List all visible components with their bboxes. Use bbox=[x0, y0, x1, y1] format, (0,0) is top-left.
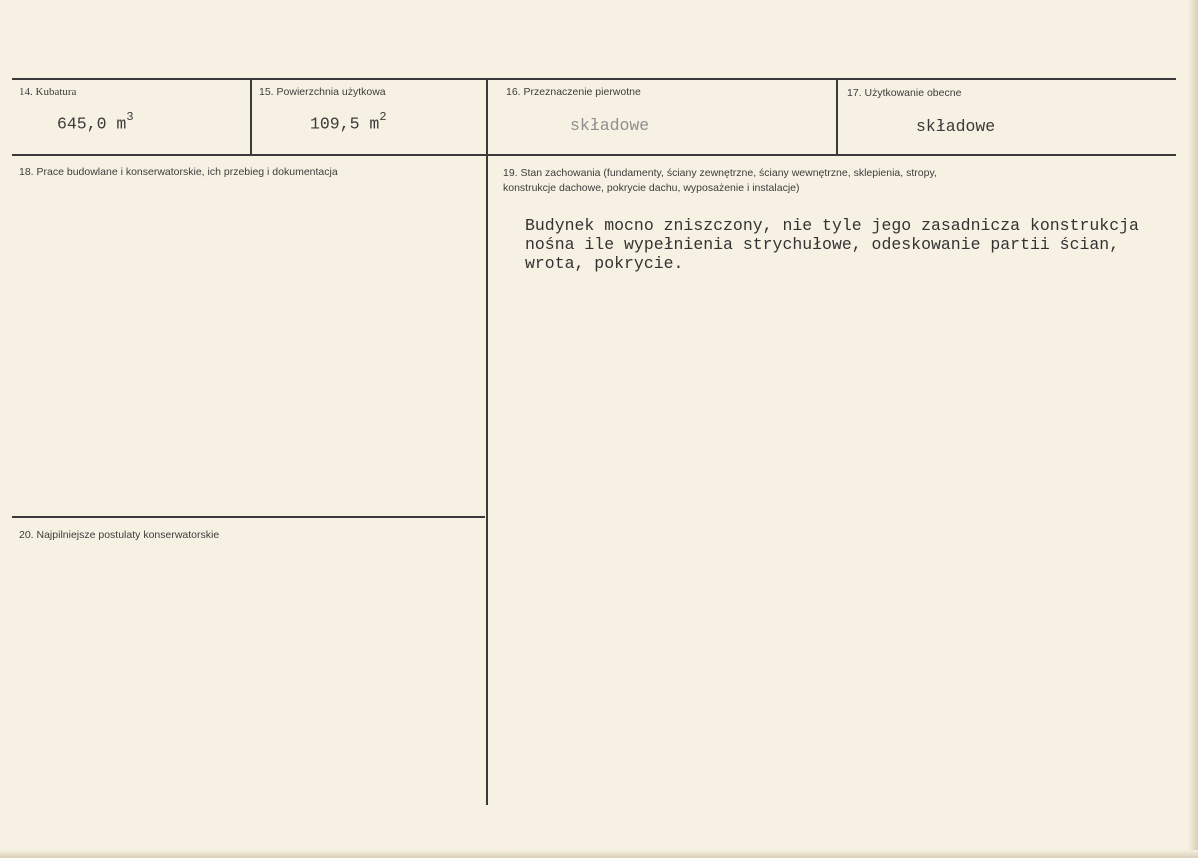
field-14-unit-exponent: 3 bbox=[126, 110, 134, 124]
field-20-label: 20. Najpilniejsze postulaty konserwatorskie bbox=[19, 529, 220, 541]
field-19-label-line2: konstrukcje dachowe, pokrycie dachu, wyposażenie i instalacje) bbox=[503, 182, 800, 194]
field-15-value-text: 109,5 m bbox=[310, 114, 380, 134]
field-19-text bbox=[525, 216, 1139, 273]
field-17-value: składowe bbox=[916, 117, 996, 136]
field-19-text-line1: Budynek mocno zniszczony, nie tyle jego zasadnicza konstrukcja bbox=[525, 216, 1139, 235]
field-14-value-text: 645,0 m bbox=[57, 114, 127, 134]
paper-edge-right bbox=[1188, 0, 1198, 858]
field-16-value: składowe bbox=[570, 116, 650, 135]
field-19-text-line2: nośna ile wypełnienia strychułowe, odeskowanie partii ścian, bbox=[525, 235, 1120, 254]
column-divider-14-15 bbox=[250, 79, 252, 155]
form-row-divider bbox=[12, 154, 1176, 156]
field-15-unit-exponent: 2 bbox=[379, 110, 387, 124]
form-top-rule bbox=[12, 78, 1176, 80]
field-14-label: 14. Kubatura bbox=[19, 86, 77, 98]
field-17-label: 17. Użytkowanie obecne bbox=[847, 87, 962, 99]
field-19-label-line1: 19. Stan zachowania (fundamenty, ściany zewnętrzne, ściany wewnętrzne, sklepienia, stropy, bbox=[503, 167, 937, 179]
form-section-divider bbox=[12, 516, 485, 518]
column-divider-16-17 bbox=[836, 79, 838, 155]
field-14-value bbox=[57, 112, 134, 134]
field-15-value bbox=[310, 112, 387, 134]
paper-edge-bottom bbox=[0, 850, 1198, 858]
column-divider-15-16 bbox=[486, 79, 488, 805]
field-18-label: 18. Prace budowlane i konserwatorskie, ich przebieg i dokumentacja bbox=[19, 166, 338, 178]
field-19-text-line3: wrota, pokrycie. bbox=[525, 254, 684, 273]
field-16-label: 16. Przeznaczenie pierwotne bbox=[506, 86, 641, 98]
field-15-label: 15. Powierzchnia użytkowa bbox=[259, 86, 386, 98]
